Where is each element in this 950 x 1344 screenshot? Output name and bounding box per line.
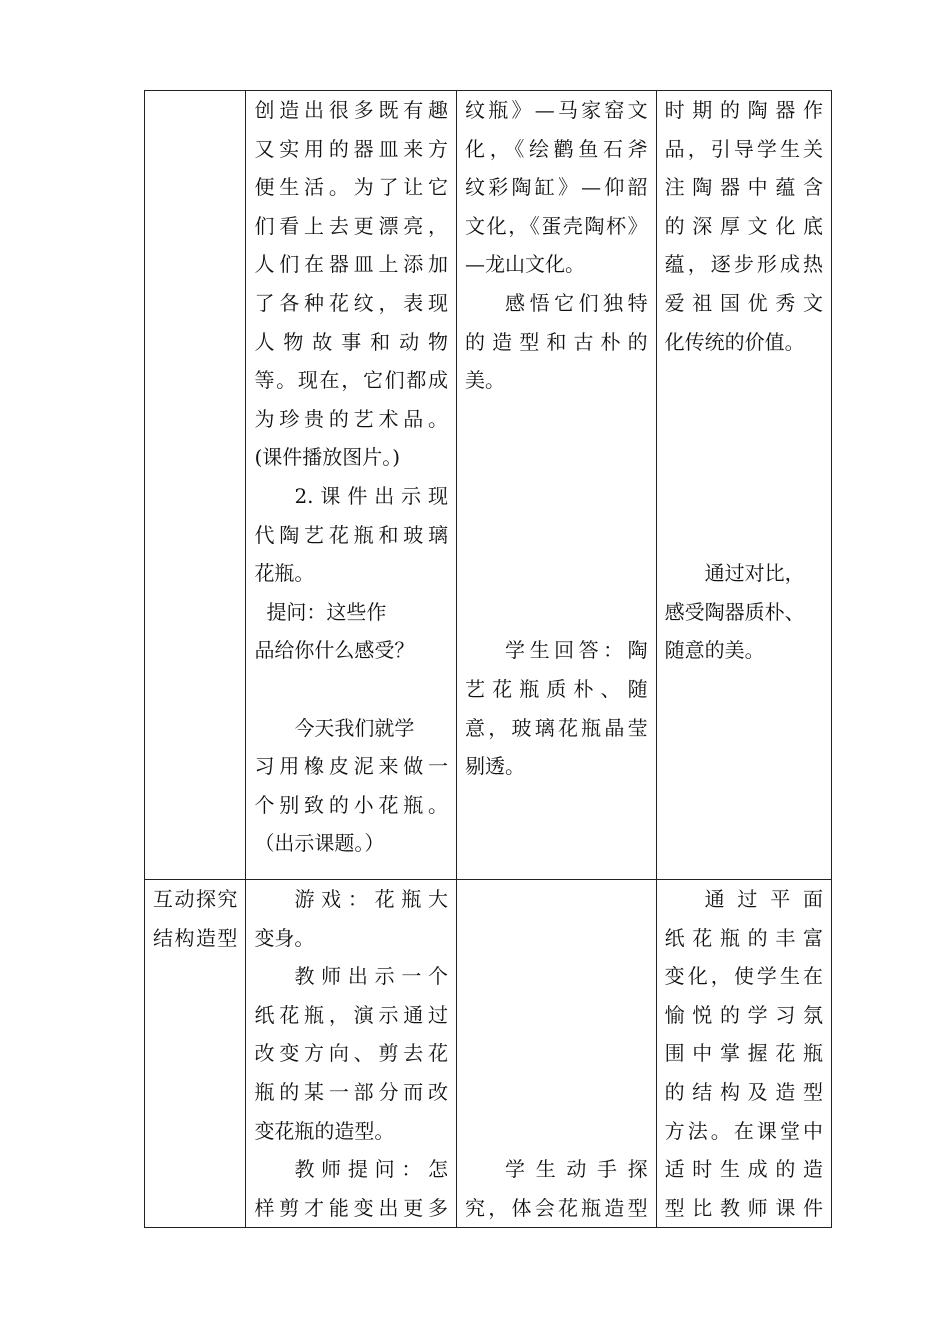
text-line: 教师提问：怎 (294, 1157, 449, 1182)
text-line: 注陶器中蕴含 (664, 175, 823, 200)
text-line: 为珍贵的艺术品。 (254, 406, 449, 431)
text-line: 个别致的小花瓶。 (254, 792, 449, 817)
text-line: 的深厚文化底 (664, 213, 823, 238)
table-row (145, 91, 832, 880)
text-line: 教师出示一个 (294, 964, 449, 989)
stage-label: 结构造型 (153, 925, 238, 950)
text-line: 便生活。为了让它 (254, 175, 449, 200)
text-line: 围中掌握花瓶 (664, 1041, 823, 1066)
text-line: 变身。 (254, 925, 315, 950)
text-line: 游戏：花瓶大 (294, 887, 449, 911)
text-line: 究，体会花瓶造型 (465, 1195, 648, 1220)
text-line: 艺花瓶质朴、随 (465, 676, 648, 701)
text-line: 人物故事和动物 (254, 329, 449, 354)
text-line: 变化，使学生在 (664, 964, 823, 989)
text-line: 意，玻璃花瓶晶莹 (465, 715, 648, 740)
text-line: （出示课题。） (254, 831, 385, 856)
text-line: 美。 (465, 368, 506, 393)
text-line: 品，引导学生关 (664, 136, 823, 161)
text-line: 了各种花纹，表现 (254, 290, 449, 315)
text-line: 剔透。 (465, 754, 526, 779)
text-line: 型比教师课件 (664, 1195, 823, 1220)
text-line: —龙山文化。 (465, 252, 586, 277)
text-line: 学生动手探 (505, 1157, 648, 1182)
text-line: 化，《绘鹳鱼石斧 (465, 136, 648, 161)
text-line: 随意的美。 (664, 638, 765, 663)
text-line: 时期的陶器作 (664, 98, 823, 122)
design-intent-cell (656, 880, 831, 1228)
teacher-activity-cell (246, 91, 457, 880)
text-line: 感悟它们独特 (505, 290, 648, 315)
text-line: 等。现在，它们都成 (254, 368, 449, 393)
text-line: 学生回答：陶 (505, 638, 648, 663)
text-line: 们看上去更漂亮， (254, 213, 449, 238)
text-line: 提问：这些作 (266, 599, 387, 624)
text-line: 纹彩陶缸》—仰韶 (465, 175, 648, 200)
teacher-activity-cell (246, 880, 457, 1228)
student-activity-cell (457, 91, 657, 880)
text-line: 感受陶器质朴、 (664, 599, 805, 624)
text-line: 的造型和古朴的 (465, 329, 648, 354)
text-line: 方法。在课堂中 (664, 1118, 823, 1143)
text-line: 2.课件出示现 (294, 483, 449, 508)
text-line: 通过对比， (704, 561, 805, 586)
text-line: 瓶的某一部分而改 (254, 1079, 449, 1104)
text-line: 纹瓶》—马家窑文 (465, 98, 648, 122)
stage-label: 互动探究 (153, 887, 238, 911)
text-line: 文化，《蛋壳陶杯》 (465, 213, 648, 238)
text-line: (课件播放图片。) (254, 445, 401, 470)
stage-cell (145, 91, 246, 880)
text-line: 代陶艺花瓶和玻璃 (254, 522, 449, 547)
text-line: 变花瓶的造型。 (254, 1118, 395, 1143)
table-row (145, 880, 832, 1228)
text-line: 人们在器皿上添加 (254, 252, 449, 277)
text-line: 蕴，逐步形成热 (664, 252, 823, 277)
text-line: 爱祖国优秀文 (664, 290, 823, 315)
text-line: 化传统的价值。 (664, 329, 805, 354)
text-line: 纸花瓶，演示通过 (254, 1002, 449, 1027)
design-intent-cell (656, 91, 831, 880)
student-activity-cell (457, 880, 657, 1228)
lesson-plan-table (144, 90, 832, 1228)
text-line: 创造出很多既有趣 (254, 98, 449, 122)
text-line: 花瓶。 (254, 561, 315, 586)
text-line: 改变方向、剪去花 (254, 1041, 449, 1066)
text-line: 样剪才能变出更多 (254, 1195, 449, 1220)
text-line: 又实用的器皿来方 (254, 136, 449, 161)
text-line: 愉悦的学习氛 (664, 1002, 823, 1027)
text-line: 的结构及造型 (664, 1079, 823, 1104)
text-line: 适时生成的造 (664, 1157, 823, 1182)
text-line: 品给你什么感受？ (254, 638, 415, 663)
text-line: 纸花瓶的丰富 (664, 925, 823, 950)
text-line: 通过平面 (704, 887, 823, 911)
text-line: 习用橡皮泥来做一 (254, 754, 449, 779)
text-line: 今天我们就学 (294, 715, 415, 740)
stage-cell (145, 880, 246, 1228)
